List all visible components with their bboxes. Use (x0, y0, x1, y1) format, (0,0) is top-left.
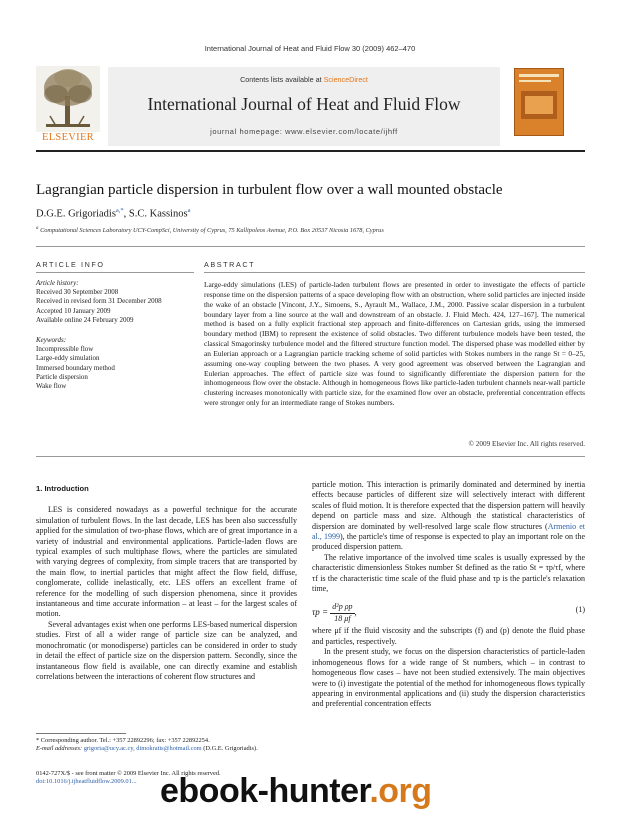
paragraph: LES is considered nowadays as a powerful technique for the accurate simulation of turbulent flows. In the last decade, LES has been also successfully applied for the simulation of two-phase flows, which are of great importance in a variety of industrial and environmental applications. Particle-laden flows are typical examples of such multiphase flows, where the particles are simulated with varying degrees of complexity, from simple tracers that are transported by the main flow, to inertial particles that might affect the flow field, diffuse, conglomerate, collide inelastically, etc. LES offers an excellent frame of reference for the modelling of such dispersion phenomena, since it provides instantaneous and time accurate information – at least – for the largest scales of motion. (36, 505, 297, 619)
right-column (312, 480, 585, 710)
paragraph-text: particle motion. This interaction is primarily dominated and determined by inertia effects because particles of different size will selectively interact with different scales of fluid motion. It is therefore expected that the dispersion pattern will heavily depend on particle mass and size. Although the statistical characteristics of dispersion are dominated by well-resolved large scale flow structures ( (312, 480, 585, 531)
email-line (36, 745, 298, 753)
keywords (36, 336, 196, 391)
paragraph: where μf if the fluid viscosity and the subscripts (f) and (p) denote the fluid phase and particles, respectively. (312, 626, 585, 646)
keyword-item: Large-eddy simulation (36, 354, 100, 363)
running-head: International Journal of Heat and Fluid Flow 30 (2009) 462–470 (204, 44, 416, 53)
equation-1 (312, 598, 585, 622)
abstract-rule (204, 272, 585, 273)
keywords-label: Keywords: (36, 336, 67, 344)
paragraph-text: ), the particle's time of response is expected to play an important role on the produced dispersion pattern. (312, 532, 585, 552)
paragraph: The relative importance of the involved time scales is usually expressed by the characteristic dimensionless Stokes number St defined as the ratio St = τp/τf, where τf is the characteristic time scale of the fluid phase and τp is the particle's relaxation time, (312, 552, 585, 594)
left-column (36, 484, 297, 682)
author-1-sup[interactable]: a,* (115, 207, 124, 214)
affiliation-text: Computational Sciences Laboratory UCY-CompSci, University of Cyprus, 75 Kallipoleos Avenue, P.O. Box 20537 Nicosia 1678, Cyprus (40, 227, 384, 235)
article-title: Lagrangian particle dispersion in turbulent flow over a wall mounted obstacle (36, 182, 503, 198)
article-history (36, 279, 196, 325)
author-2-sup[interactable]: a (187, 207, 191, 214)
copyright: © 2009 Elsevier Inc. All rights reserved. (468, 440, 585, 448)
paragraph: Several advantages exist when one performs LES-based numerical dispersion studies. First of all a wider range of particle size can be analyzed, and monochromatic (or monodisperse) particles can be considered in order to study in detail the effect of particle size on the dispersion pattern. Secondly, since the instantaneous flow field is available, one can directly examine and establish correlations between the interactions of coherent flow structures and (36, 619, 297, 681)
equation-body (312, 602, 357, 624)
section-rule (36, 246, 585, 247)
watermark (160, 772, 432, 811)
authors (36, 207, 190, 220)
contents-line (108, 75, 500, 84)
journal-title: International Journal of Heat and Fluid Flow (147, 94, 461, 114)
keyword-item: Immersed boundary method (36, 363, 115, 372)
article-info-heading: ARTICLE INFO (36, 260, 105, 269)
journal-homepage[interactable]: journal homepage: www.elsevier.com/locate/ijhff (210, 127, 398, 136)
sciencedirect-link[interactable]: ScienceDirect (323, 75, 368, 84)
author-1[interactable]: D.G.E. Grigoriadis (36, 208, 116, 220)
issn-line: 0142-727X/$ - see front matter © 2009 Elsevier Inc. All rights reserved. (36, 770, 221, 777)
equation-end: , (354, 607, 357, 618)
email-links[interactable]: grigoria@ucy.ac.cy, dimokratis@hotmail.com (83, 745, 202, 753)
abstract-text: Large-eddy simulations (LES) of particle-laden turbulent flows are presented in order to investigate the effects of particle response time on the dispersion patterns of a space developing flow with an obstruction, where solid particles are injected inside the wake of an obstacle [Vincont, J.Y., Simoens, S., Ayrault M., Wallace, J.M., 2000. Passive scalar dispersion in a turbulent boundary layer from a line source at the wall and downstream of an obstacle. J. Fluid Mech. 424, 127–167]. The numerical method is based on a fully explicit fractional step approach and finite-differences on Cartesian grids, using the immersed boundary method (IBM) to represent the existence of solid obstacles. Two different turbulence models have been tested, the classical Smagorinsky turbulence model and the filtered structure function model. The dispersed phase was modelled either by an Eulerian approach or a Lagrangian particle tracking scheme of solid particles with Stokes numbers in the range St = 0–25, assuming one-way coupling between the two phases. A very good agreement was observed between the Lagrangian and Eulerian approaches. The effect of particle size was found to significantly differentiate the dispersion pattern for the inhomogeneous flow over the obstacle. Although in homogeneous flows like particle-laden turbulent channels near-wall particle clustering increases monotonically with particle size, for the examined flow over an obstacle, preferential concentration effects were stronger only for an intermediate range of Stokes numbers. (204, 280, 585, 408)
history-item: Accepted 10 January 2009 (36, 306, 111, 315)
citation-link[interactable]: Armenio et al., 1999 (312, 521, 585, 542)
history-item: Received in revised form 31 December 2008 (36, 297, 162, 306)
equation-lhs: τp = (312, 607, 331, 618)
keyword-item: Wake flow (36, 382, 67, 391)
journal-banner (108, 67, 500, 146)
keyword-item: Particle dispersion (36, 372, 88, 381)
footnote (36, 737, 298, 754)
elsevier-logo (36, 66, 100, 146)
history-label: Article history: (36, 279, 79, 287)
header-rule (36, 150, 585, 152)
paragraph (312, 480, 585, 553)
affiliation (36, 226, 586, 234)
abstract-bottom-rule (36, 456, 585, 457)
keyword-item: Incompressible flow (36, 345, 94, 354)
corresponding-author: * Corresponding author. Tel.: +357 22892296; fax: +357 22892254. (36, 737, 210, 744)
article-info-rule (36, 272, 194, 273)
watermark-main: ebook-hunter (160, 772, 370, 810)
equation-numerator: d²p ρp (330, 602, 354, 613)
footnote-rule (36, 733, 126, 734)
affiliation-sup: a (36, 226, 39, 231)
equation-number: (1) (575, 605, 585, 615)
watermark-tld: .org (369, 772, 432, 810)
author-2[interactable]: S.C. Kassinos (128, 208, 188, 220)
equation-denominator: 18 μf (334, 613, 351, 623)
section-heading: 1. Introduction (36, 484, 89, 493)
publisher-name: ELSEVIER (42, 132, 94, 143)
paragraph: In the present study, we focus on the dispersion characteristics of particle-laden inhomogeneous flows for a wide range of St numbers, which – in contrast to homogeneous flow cases – have not been studied extensively. The main objectives were to (i) investigate the potential of the method for inhomogeneous flows typically appearing in environmental applications and (ii) study the dispersion characteristics and preferential concentration effects (312, 647, 585, 709)
history-item: Received 30 September 2008 (36, 288, 119, 297)
doi-link[interactable]: doi:10.1016/j.ijheatfluidflow.2009.01... (36, 778, 137, 786)
abstract-heading: ABSTRACT (204, 260, 256, 269)
email-label: E-mail addresses: (36, 745, 84, 753)
journal-cover-image (514, 68, 564, 136)
contents-prefix: Contents lists available at (240, 75, 324, 84)
history-item: Available online 24 February 2009 (36, 315, 134, 324)
author-separator: , (123, 208, 129, 220)
email-tail: (D.G.E. Grigoriadis). (201, 745, 258, 753)
